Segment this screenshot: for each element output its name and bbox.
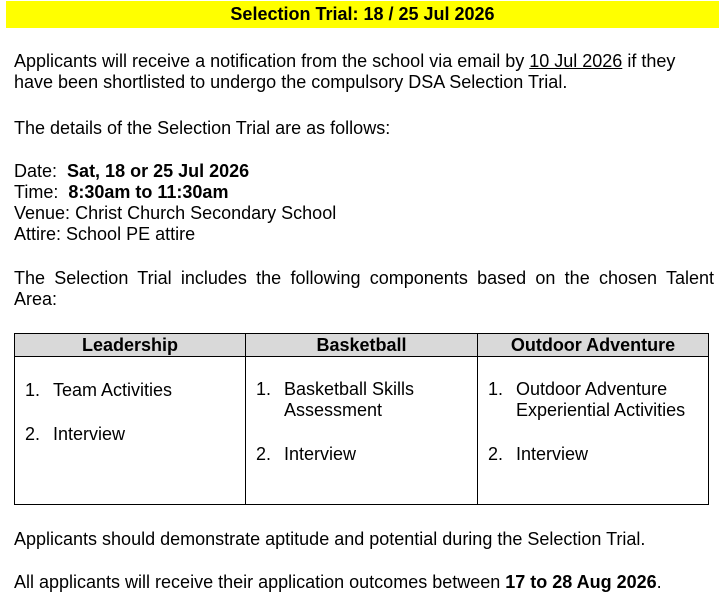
venue-row	[14, 203, 714, 224]
table-row	[15, 357, 709, 505]
list-item	[15, 424, 245, 445]
item-text: Team Activities	[53, 380, 173, 400]
item-text: Interview	[53, 424, 126, 444]
page-title: Selection Trial: 18 / 25 Jul 2026	[6, 1, 719, 28]
date-value: Sat, 18 or 25 Jul 2026	[67, 161, 250, 181]
outdoor-adventure-components	[478, 357, 709, 505]
header-basketball: Basketball	[246, 334, 478, 357]
trial-details	[14, 161, 714, 245]
list-item	[15, 380, 245, 401]
list-item	[478, 379, 708, 421]
time-row	[14, 182, 714, 203]
time-value: 8:30am to 11:30am	[68, 182, 229, 202]
item-number: 2.	[488, 444, 504, 464]
item-text: Basketball Skills Assessment	[284, 379, 415, 420]
item-number: 1.	[256, 379, 272, 399]
outcome-text-after: .	[656, 572, 662, 592]
venue-value: Christ Church Secondary School	[75, 203, 337, 223]
list-item	[246, 379, 477, 421]
outcome-text-before: All applicants will receive their application outcomes between	[14, 572, 506, 592]
outcome-note	[14, 572, 714, 593]
attire-label: Attire:	[14, 224, 62, 244]
item-number: 1.	[488, 379, 504, 399]
leadership-components	[15, 357, 246, 505]
item-text: Interview	[284, 444, 357, 464]
basketball-components	[246, 357, 478, 505]
header-leadership: Leadership	[15, 334, 246, 357]
components-intro: The Selection Trial includes the following components based on the chosen Talent Area:	[14, 268, 714, 309]
intro-paragraph	[14, 51, 714, 93]
item-number: 2.	[256, 444, 272, 464]
attire-row	[14, 224, 714, 245]
list-item	[478, 444, 708, 465]
aptitude-note: Applicants should demonstrate aptitude and potential during the Selection Trial.	[14, 529, 646, 549]
item-number: 2.	[25, 424, 41, 444]
item-text: Interview	[516, 444, 589, 464]
intro-text-before: Applicants will receive a notification from the school via email by	[14, 51, 530, 71]
table-header-row	[15, 334, 709, 357]
attire-value: School PE attire	[66, 224, 196, 244]
intro-text-after: if they have been shortlisted to undergo the compulsory DSA Selection Trial.	[14, 51, 676, 92]
outcome-dates: 17 to 28 Aug 2026	[505, 572, 657, 592]
header-outdoor-adventure: Outdoor Adventure	[478, 334, 709, 357]
item-text: Outdoor Adventure Experiential Activities	[516, 379, 686, 420]
notification-date: 10 Jul 2026	[529, 51, 623, 71]
venue-label: Venue:	[14, 203, 71, 223]
list-item	[246, 444, 477, 465]
date-row	[14, 161, 714, 182]
item-number: 1.	[25, 380, 41, 400]
time-label: Time:	[14, 182, 59, 202]
components-table	[14, 333, 709, 505]
details-heading: The details of the Selection Trial are as follows:	[14, 118, 391, 138]
date-label: Date:	[14, 161, 58, 181]
